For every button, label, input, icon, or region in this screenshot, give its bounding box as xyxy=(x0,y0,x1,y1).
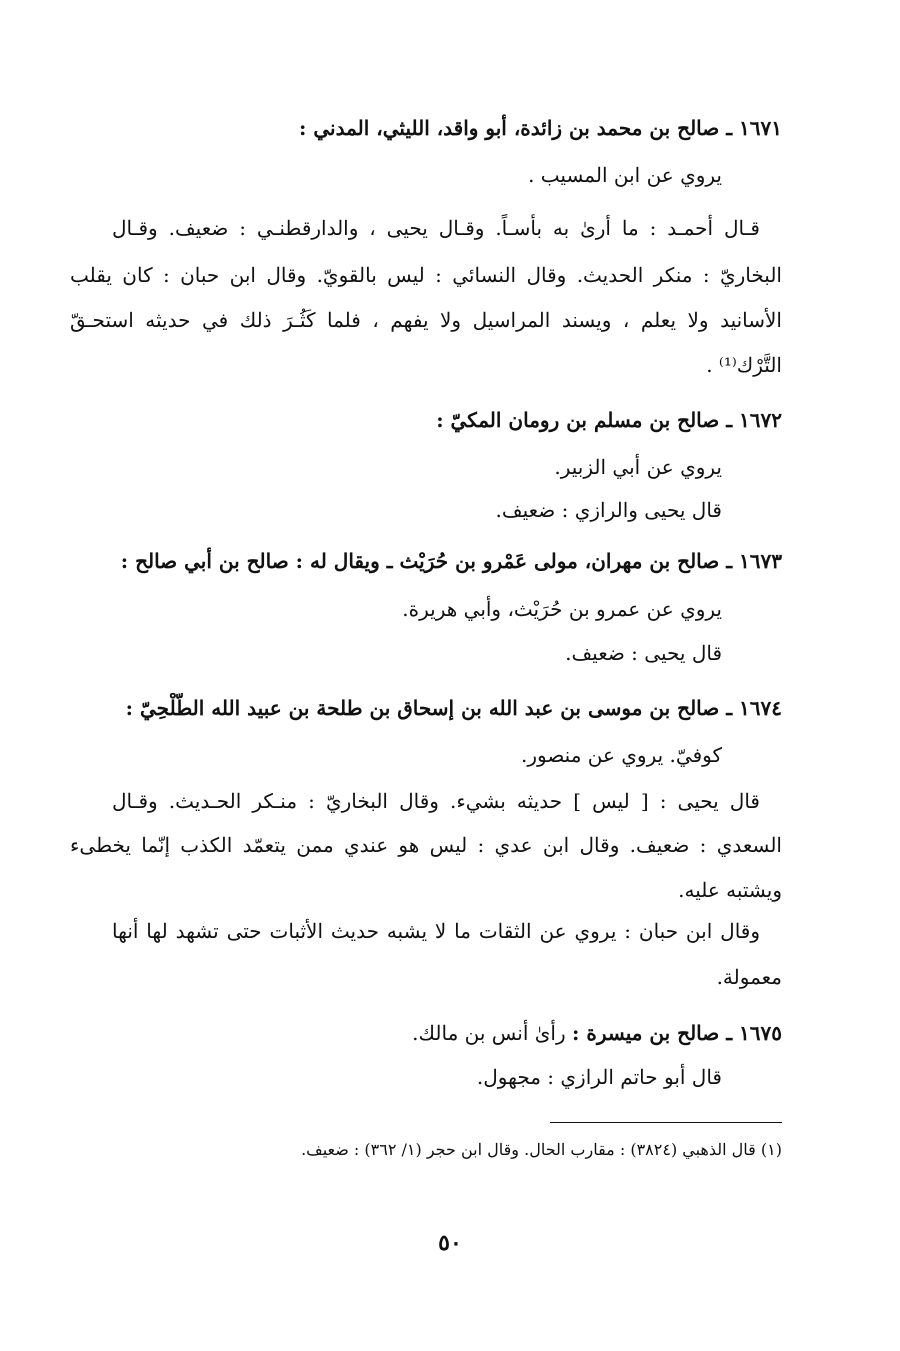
entry-heading-1671: ١٦٧١ ـ صالح بن محمد بن زائدة، أبو واقد، الليثي، المدني : xyxy=(299,116,782,140)
entry-line: قال يحيى والرازي : ضعيف. xyxy=(495,498,722,522)
page-number: ٥٠ xyxy=(438,1230,462,1256)
entry-line: قال يحيى : ضعيف. xyxy=(565,641,722,665)
entry-line: البخاريّ : منكر الحديث. وقال النسائي : ليس بالقويّ. وقال ابن حبان : كان يقلب xyxy=(70,263,782,287)
footnote: (١) قال الذهبي (٣٨٢٤) : مقارب الحال. وقال ابن حجر (١/ ٣٦٢) : ضعيف. xyxy=(301,1140,782,1159)
entry-line: كوفيّ. يروي عن منصور. xyxy=(520,743,722,767)
entry-line: الأسانيد ولا يعلم ، ويسند المراسيل ولا يفهم ، فلما كَثُـرَ ذلك في حديثه استحـقّ xyxy=(70,308,782,332)
entry-line: يروي عن عمرو بن حُرَيْث، وأبي هريرة. xyxy=(402,597,722,621)
entry-line: يروي عن أبي الزبير. xyxy=(554,455,722,479)
entry-heading-1675: ١٦٧٥ ـ صالح بن ميسرة : رأىٰ أنس بن مالك. xyxy=(412,1021,782,1045)
entry-line: وقال ابن حبان : يروي عن الثقات ما لا يشبه حديث الأثبات حتى تشهد لها أنها xyxy=(112,919,760,943)
footnote-divider xyxy=(550,1122,782,1123)
entry-line: معمولة. xyxy=(716,965,782,989)
entry-line: قال أبو حاتم الرازي : مجهول. xyxy=(476,1065,722,1089)
entry-line: قال يحيى : [ ليس ] حديثه بشيء. وقال البخاريّ : منـكر الحـديث. وقـال xyxy=(112,789,760,813)
entry-heading-1672: ١٦٧٢ ـ صالح بن مسلم بن رومان المكيّ : xyxy=(436,408,782,432)
entry-line: يروي عن ابن المسيب . xyxy=(528,163,722,187)
entry-line: قـال أحمـد : ما أرىٰ به بأسـاً. وقـال يحيى ، والدارقطنـي : ضعيف. وقـال xyxy=(112,216,760,240)
entry-line: رأىٰ أنس بن مالك. xyxy=(412,1021,566,1045)
entry-line: ويشتبه عليه. xyxy=(678,878,782,902)
entry-line: التَّرْك⁽¹⁾ . xyxy=(706,353,782,377)
entry-heading-1674: ١٦٧٤ ـ صالح بن موسى بن عبد الله بن إسحاق بن طلحة بن عبيد الله الطَّلْحِيّ : xyxy=(125,696,782,720)
entry-line: السعدي : ضعيف. وقال ابن عدي : ليس هو عندي ممن يتعمّد الكذب إنّما يخطىء xyxy=(70,833,782,857)
entry-heading-1673: ١٦٧٣ ـ صالح بن مهران، مولى عَمْرو بن حُرَيْث ـ ويقال له : صالح بن أبي صالح : xyxy=(120,549,782,573)
